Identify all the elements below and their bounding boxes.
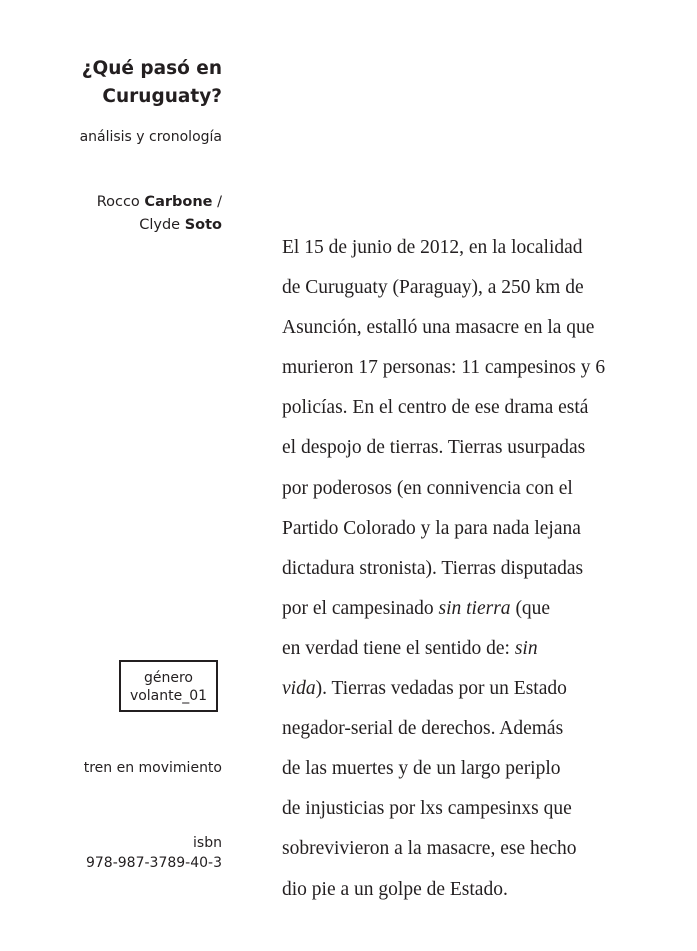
synopsis-line (282, 428, 605, 468)
synopsis-line (282, 749, 605, 789)
title-line: ¿Qué pasó en (81, 58, 222, 79)
text-segment: negador-serial de derechos. Además (282, 718, 564, 740)
text-segment: de Curuguaty (Paraguay), a 250 km de (282, 277, 584, 299)
title-line: Curuguaty? (102, 86, 222, 107)
synopsis-line (282, 509, 605, 549)
text-segment: dictadura stronista). Tierras disputadas (282, 557, 584, 579)
synopsis-line (282, 388, 605, 428)
book-subtitle: análisis y cronología (79, 129, 222, 145)
synopsis-line (282, 348, 605, 388)
collection-name: tren en movimiento (83, 760, 222, 776)
isbn (86, 833, 222, 873)
author-last-name: Soto (184, 217, 222, 233)
author-last-name: Carbone (144, 194, 213, 210)
synopsis-line (282, 669, 605, 709)
author-first-name: Clyde (139, 217, 185, 233)
author-separator: / (212, 194, 222, 210)
text-segment: de injusticias por lxs campesinxs que (282, 798, 572, 820)
text-segment: dio pie a un golpe de Estado. (282, 878, 508, 900)
author (97, 214, 222, 237)
book-title (82, 55, 222, 111)
text-segment: ). Tierras vedadas por un Estado (315, 678, 567, 700)
text-segment: el despojo de tierras. Tierras usurpadas (282, 437, 586, 459)
synopsis-line (282, 629, 605, 669)
text-segment: por poderosos (en connivencia con el (282, 477, 573, 499)
synopsis-line (282, 469, 605, 509)
text-segment: murieron 17 personas: 11 campesinos y 6 (282, 357, 606, 379)
text-segment: por el campesinado (282, 597, 439, 619)
synopsis-line (282, 308, 605, 348)
synopsis-line (282, 228, 605, 268)
isbn-label: isbn (193, 835, 222, 851)
author (97, 191, 222, 214)
isbn-number: 978-987-3789-40-3 (85, 855, 222, 871)
synopsis-text (282, 228, 605, 910)
synopsis-line (282, 709, 605, 749)
synopsis-line (282, 870, 605, 910)
text-segment: (que (510, 597, 551, 619)
text-segment: Asunción, estalló una masacre en la que (282, 317, 595, 339)
author-first-name: Rocco (96, 194, 145, 210)
synopsis-line (282, 829, 605, 869)
synopsis-line (282, 589, 605, 629)
genre-label: género (144, 670, 193, 686)
authors (97, 191, 222, 237)
synopsis-line (282, 549, 605, 589)
text-segment: Partido Colorado y la para nada lejana (282, 517, 581, 539)
genre-series: volante_01 (129, 688, 208, 704)
text-segment: El 15 de junio de 2012, en la localidad (282, 237, 583, 258)
genre-box (119, 660, 218, 712)
text-segment: sobrevivieron a la masacre, ese hecho (282, 838, 577, 860)
text-segment: en verdad tiene el sentido de: (282, 637, 515, 659)
synopsis-line (282, 268, 605, 308)
text-segment: policías. En el centro de ese drama está (282, 397, 589, 419)
italic-text: sin (514, 637, 538, 659)
text-segment: de las muertes y de un largo periplo (282, 758, 561, 780)
synopsis-line (282, 789, 605, 829)
italic-text: vida (282, 678, 316, 700)
italic-text: sin tierra (438, 597, 511, 619)
